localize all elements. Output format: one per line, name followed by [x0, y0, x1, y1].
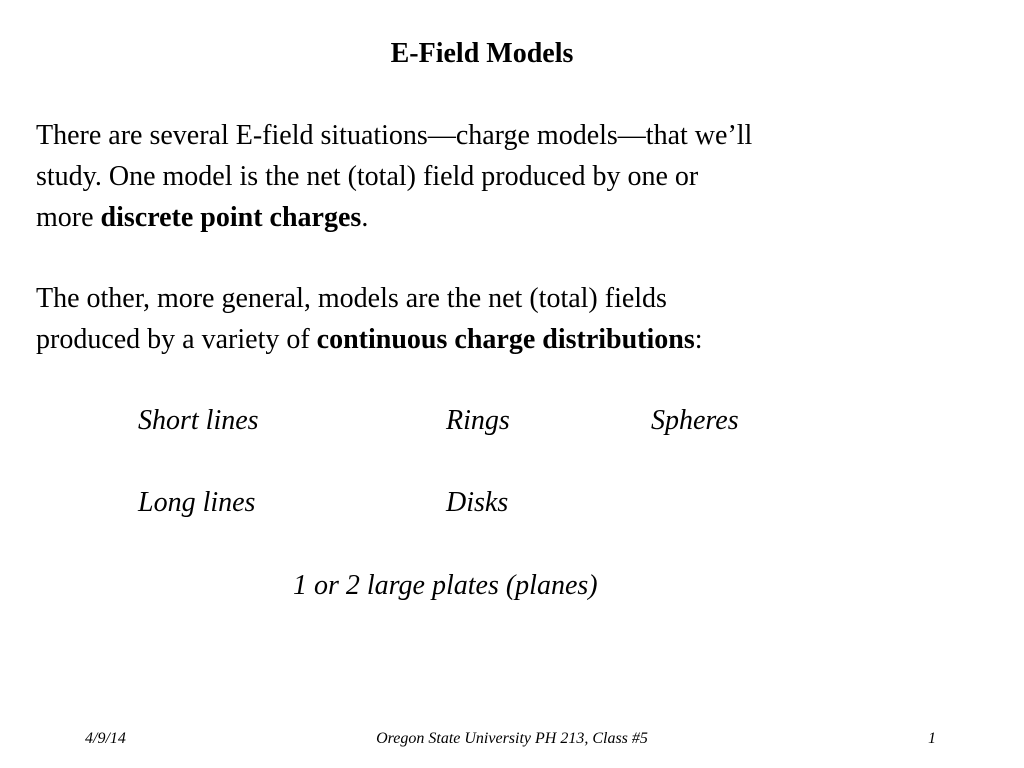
model-disks: Disks	[446, 487, 509, 518]
model-short-lines: Short lines	[138, 405, 259, 436]
intro-paragraph	[36, 115, 936, 238]
continuous-charge-distributions-term: continuous charge distributions	[316, 324, 695, 355]
model-plates: 1 or 2 large plates (planes)	[293, 570, 598, 601]
model-long-lines: Long lines	[138, 487, 256, 518]
footer-date: 4/9/14	[85, 730, 126, 747]
footer-course: Oregon State University PH 213, Class #5	[376, 730, 648, 747]
footer-page-number: 1	[928, 730, 936, 747]
intro-line-3-suffix: .	[361, 202, 369, 233]
slide-title: E-Field Models	[390, 38, 574, 69]
discrete-point-charges-term: discrete point charges	[100, 202, 362, 233]
model-spheres: Spheres	[651, 405, 739, 436]
general-line-2-suffix: :	[694, 324, 703, 355]
intro-line-2: study. One model is the net (total) field produced by one or	[36, 161, 699, 192]
general-line-1: The other, more general, models are the net (total) fields	[36, 283, 667, 314]
intro-line-3-prefix: more	[36, 202, 101, 233]
general-line-2-prefix: produced by a variety of	[36, 324, 317, 355]
model-rings: Rings	[446, 405, 510, 436]
intro-line-3	[36, 197, 936, 238]
intro-line-1: There are several E-field situations—charge models—that we’ll	[36, 120, 753, 151]
general-line-2	[36, 319, 936, 360]
general-models-paragraph	[36, 278, 936, 360]
